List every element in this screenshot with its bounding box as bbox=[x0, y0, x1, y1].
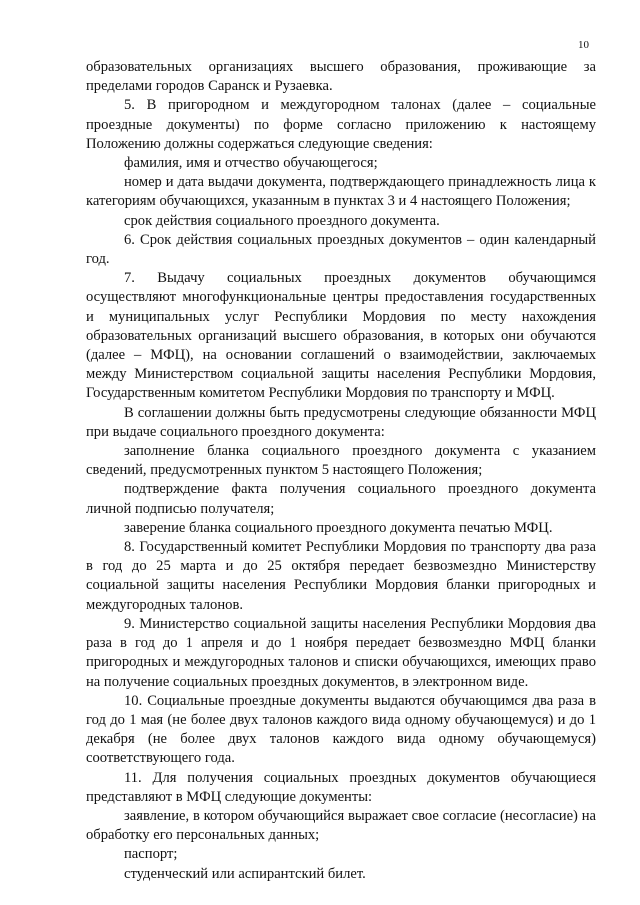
paragraph-item-8: 8. Государственный комитет Республики Мордовия по транспорту два раза в год до 25 марта и до 25 октября передает безвозмездно Министерству социальной защиты населения Республики Мордовия бланки пригородных и междугородных талонов. bbox=[86, 539, 596, 613]
paragraph-item-9: 9. Министерство социальной защиты населения Республики Мордовия два раза в год до 1 апреля и до 1 ноября передает безвозмездно МФЦ бланки пригородных и междугородных талонов и списки обучающихся, имеющих право на получение социальных проездных документов, в электронном виде. bbox=[86, 615, 596, 690]
paragraph-sub-application: заявление, в котором обучающийся выражает свое согласие (несогласие) на обработку его персональных данных; bbox=[86, 807, 596, 844]
document-body bbox=[86, 58, 596, 884]
paragraph-sub-student-card: студенческий или аспирантский билет. bbox=[124, 865, 366, 882]
paragraph-sub-confirm-receipt: подтверждение факта получения социального проездного документа личной подписью получателя; bbox=[86, 481, 596, 517]
paragraph-sub-passport: паспорт; bbox=[124, 846, 178, 863]
page-number: 10 bbox=[578, 39, 589, 51]
paragraph-agreement: В соглашении должны быть предусмотрены следующие обязанности МФЦ при выдаче социального проездного документа: bbox=[86, 404, 596, 440]
paragraph-sub-fio: фамилия, имя и отчество обучающегося; bbox=[124, 155, 378, 172]
paragraph-item-10: 10. Социальные проездные документы выдаются обучающимся два раза в год до 1 мая (не более двух талонов каждого вида одному обучающемуся) и до 1 декабря (не более двух талонов каждого вида одному обучающемуся) соответствующего года. bbox=[86, 692, 596, 767]
paragraph-continuation: образовательных организациях высшего образования, проживающие за пределами городов Саранск и Рузаевка. bbox=[86, 59, 596, 95]
paragraph-sub-fill-form: заполнение бланка социального проездного документа с указанием сведений, предусмотренных пунктом 5 настоящего Положения; bbox=[86, 443, 596, 479]
paragraph-sub-document-number: номер и дата выдачи документа, подтверждающего принадлежность лица к категориям обучающихся, указанным в пунктах 3 и 4 настоящего Положения; bbox=[86, 174, 596, 210]
paragraph-item-7: 7. Выдачу социальных проездных документов обучающимся осуществляют многофункциональные центры предоставления государственных и муниципальных услуг Республики Мордовия по месту нахождения образовательных организаций высшего образования, в которых они обучаются (далее – МФЦ), на основании соглашений о взаимодействии, заключаемых между Министерством социальной защиты населения Республики Мордовия, Государственным комитетом Республики Мордовия по транспорту и МФЦ. bbox=[86, 270, 596, 402]
paragraph-item-11: 11. Для получения социальных проездных документов обучающиеся представляют в МФЦ следующие документы: bbox=[86, 769, 596, 805]
paragraph-item-6: 6. Срок действия социальных проездных документов – один календарный год. bbox=[86, 231, 596, 268]
paragraph-item-5: 5. В пригородном и междугородном талонах (далее – социальные проездные документы) по форме согласно приложению к настоящему Положению должны содержаться следующие сведения: bbox=[86, 97, 596, 152]
paragraph-sub-stamp: заверение бланка социального проездного документа печатью МФЦ. bbox=[124, 519, 553, 536]
paragraph-sub-validity: срок действия социального проездного документа. bbox=[124, 212, 440, 229]
